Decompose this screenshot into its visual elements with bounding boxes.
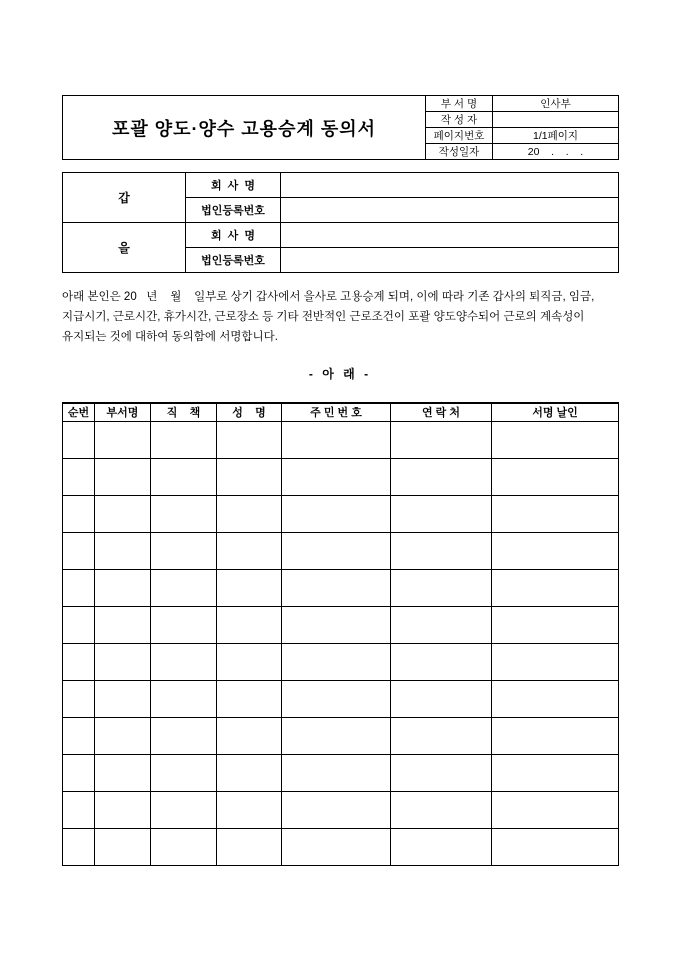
party-b-regno-value (281, 248, 619, 273)
roster-cell (63, 680, 95, 717)
roster-row (63, 569, 619, 606)
roster-cell (217, 717, 282, 754)
header-table (62, 95, 619, 160)
roster-cell (282, 680, 391, 717)
meta-row (63, 96, 619, 112)
roster-cell (282, 458, 391, 495)
roster-cell (95, 569, 151, 606)
roster-cell (95, 495, 151, 532)
party-a-name: 갑 (63, 173, 186, 223)
consent-paragraph: 아래 본인은 20 년 월 일부로 상기 갑사에서 을사로 고용승계 되며, 이에 따라 기존 갑사의 퇴직금, 임금, 지급시기, 근로시간, 휴가시간, 근로장소 등 기타 전반적인 근로조건이 포괄 양도양수되어 근로의 계속성이 유지되는 것에 대하여 동의함에 서명합니다. (62, 291, 598, 343)
roster-cell (151, 717, 217, 754)
roster-header-position: 직 책 (151, 403, 217, 421)
roster-cell (63, 606, 95, 643)
party-a-company-label: 회 사 명 (186, 173, 281, 198)
roster-cell (492, 828, 619, 865)
roster-cell (391, 791, 492, 828)
roster-cell (492, 754, 619, 791)
roster-cell (217, 754, 282, 791)
roster-header-resident-number: 주 민 번 호 (282, 403, 391, 421)
roster-cell (151, 569, 217, 606)
meta-label-department: 부 서 명 (426, 96, 493, 112)
roster-cell (63, 458, 95, 495)
meta-value-author (493, 112, 619, 128)
meta-label-page-number: 페이지번호 (426, 128, 493, 144)
roster-row (63, 606, 619, 643)
roster-cell (95, 421, 151, 458)
roster-cell (95, 680, 151, 717)
roster-row (63, 643, 619, 680)
roster-cell (391, 458, 492, 495)
roster-cell (282, 421, 391, 458)
roster-row (63, 680, 619, 717)
roster-cell (217, 680, 282, 717)
roster-cell (63, 532, 95, 569)
roster-cell (151, 421, 217, 458)
roster-cell (63, 495, 95, 532)
roster-cell (151, 606, 217, 643)
roster-cell (217, 569, 282, 606)
party-b-name: 을 (63, 223, 186, 273)
roster-cell (492, 717, 619, 754)
roster-cell (217, 421, 282, 458)
roster-cell (63, 754, 95, 791)
roster-cell (217, 532, 282, 569)
roster-cell (492, 532, 619, 569)
roster-cell (217, 643, 282, 680)
roster-header-row (63, 403, 619, 421)
roster-cell (217, 791, 282, 828)
party-a-company-value (281, 173, 619, 198)
party-b-company-label: 회 사 명 (186, 223, 281, 248)
roster-cell (391, 421, 492, 458)
roster-cell (151, 680, 217, 717)
roster-cell (95, 532, 151, 569)
roster-cell (492, 606, 619, 643)
roster-cell (151, 532, 217, 569)
roster-cell (95, 791, 151, 828)
roster-cell (282, 828, 391, 865)
roster-cell (391, 680, 492, 717)
roster-row (63, 495, 619, 532)
roster-cell (282, 495, 391, 532)
party-b-company-value (281, 223, 619, 248)
roster-cell (391, 532, 492, 569)
roster-row (63, 532, 619, 569)
roster-cell (282, 532, 391, 569)
roster-cell (95, 458, 151, 495)
roster-cell (391, 828, 492, 865)
roster-cell (217, 606, 282, 643)
party-a-regno-label: 법인등록번호 (186, 198, 281, 223)
roster-cell (492, 680, 619, 717)
party-b-regno-label: 법인등록번호 (186, 248, 281, 273)
roster-cell (391, 643, 492, 680)
roster-cell (282, 643, 391, 680)
roster-body (63, 421, 619, 865)
roster-cell (95, 754, 151, 791)
roster-cell (282, 791, 391, 828)
roster-cell (492, 421, 619, 458)
roster-cell (391, 495, 492, 532)
roster-cell (282, 606, 391, 643)
roster-cell (151, 791, 217, 828)
roster-cell (391, 569, 492, 606)
roster-cell (151, 754, 217, 791)
roster-cell (63, 643, 95, 680)
roster-cell (63, 717, 95, 754)
meta-value-page-number: 1/1페이지 (493, 128, 619, 144)
below-heading: - 아 래 - (308, 367, 372, 381)
roster-cell (95, 828, 151, 865)
roster-cell (391, 717, 492, 754)
meta-label-author: 작 성 자 (426, 112, 493, 128)
party-row (63, 223, 619, 248)
party-table (62, 172, 619, 273)
roster-header-signature: 서명 날인 (492, 403, 619, 421)
roster-cell (151, 643, 217, 680)
roster-cell (282, 754, 391, 791)
roster-row (63, 421, 619, 458)
roster-cell (217, 828, 282, 865)
roster-cell (95, 606, 151, 643)
party-a-regno-value (281, 198, 619, 223)
roster-cell (217, 458, 282, 495)
roster-row (63, 791, 619, 828)
roster-cell (63, 569, 95, 606)
meta-value-date: 20 . . . (493, 144, 619, 160)
roster-cell (282, 569, 391, 606)
roster-row (63, 717, 619, 754)
roster-row (63, 754, 619, 791)
roster-cell (492, 643, 619, 680)
roster-cell (151, 828, 217, 865)
party-row (63, 173, 619, 198)
roster-cell (492, 569, 619, 606)
roster-cell (492, 458, 619, 495)
roster-cell (391, 754, 492, 791)
meta-label-date: 작성일자 (426, 144, 493, 160)
roster-cell (95, 717, 151, 754)
roster-cell (492, 791, 619, 828)
roster-cell (492, 495, 619, 532)
roster-row (63, 828, 619, 865)
roster-cell (63, 791, 95, 828)
roster-cell (95, 643, 151, 680)
roster-header-contact: 연 락 처 (391, 403, 492, 421)
roster-cell (282, 717, 391, 754)
roster-cell (63, 828, 95, 865)
roster-cell (151, 458, 217, 495)
roster-row (63, 458, 619, 495)
roster-cell (63, 421, 95, 458)
roster-table (62, 402, 619, 866)
meta-value-department: 인사부 (493, 96, 619, 112)
roster-header-department: 부서명 (95, 403, 151, 421)
roster-header-name: 성 명 (217, 403, 282, 421)
roster-cell (217, 495, 282, 532)
roster-header-seq: 순번 (63, 403, 95, 421)
roster-cell (151, 495, 217, 532)
page-title: 포괄 양도·양수 고용승계 동의서 (63, 96, 426, 160)
roster-cell (391, 606, 492, 643)
